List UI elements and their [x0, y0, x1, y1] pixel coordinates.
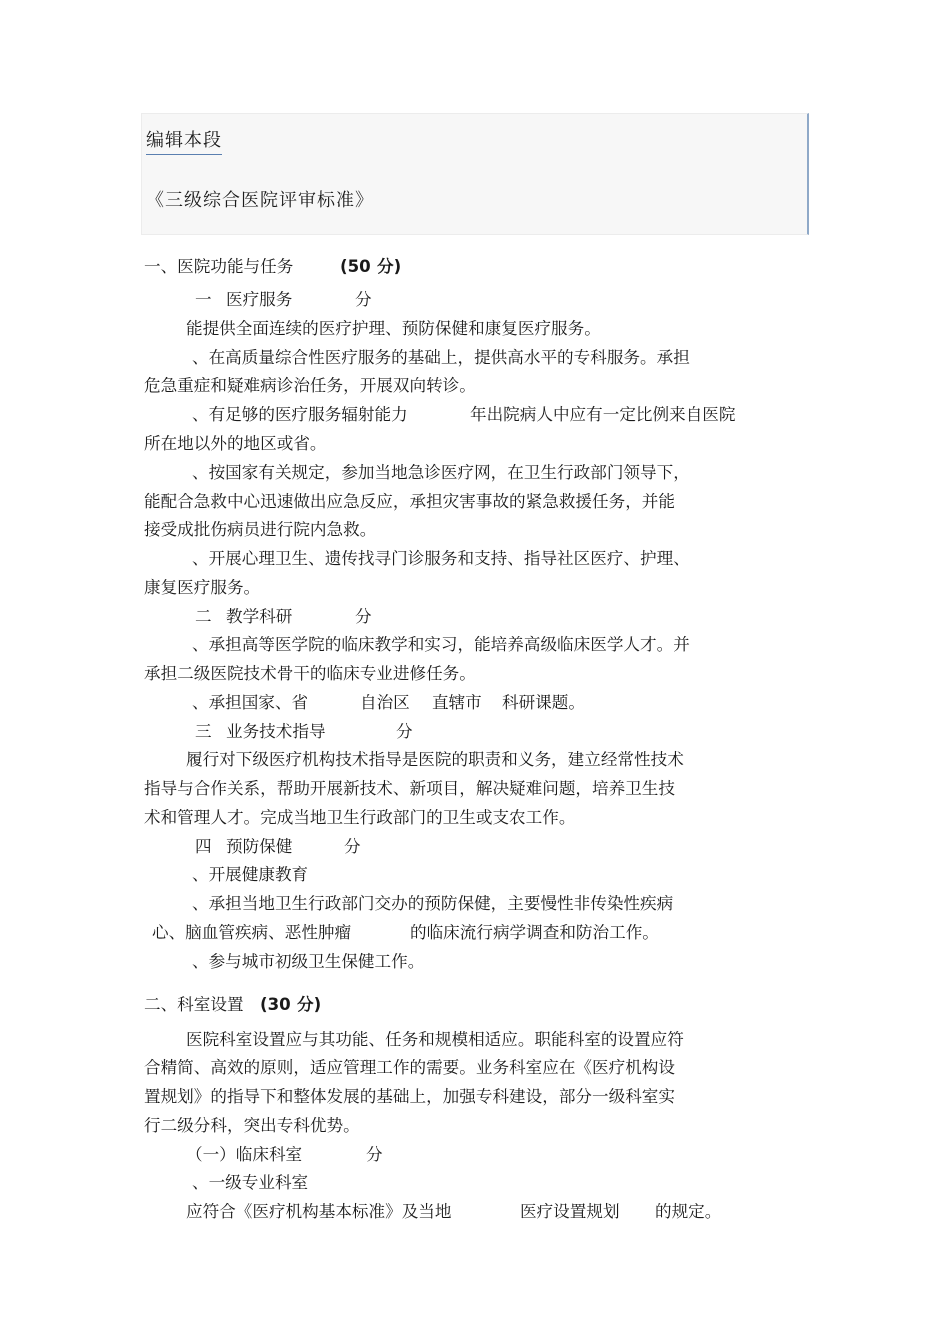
text-line-sub4-b: 预防保健 — [226, 837, 293, 856]
text-line-p3b: 年出院病人中应有一定比例来自医院 — [470, 405, 736, 424]
text-line-p10c: 的临床流行病学调查和防治工作。 — [410, 923, 659, 942]
text-line-sub1-b: 医疗服务 — [226, 290, 293, 309]
text-line-p5a: 、开展心理卫生、遗传找寻门诊服务和支持、指导社区医疗、护理、 — [192, 549, 690, 568]
text-line-p6a: 、承担高等医学院的临床教学和实习，能培养高级临床医学人才。并 — [192, 635, 690, 654]
text-line-p4a: 、按国家有关规定，参加当地急诊医疗网，在卫生行政部门领导下， — [192, 463, 690, 482]
text-line-sub3-b: 业务技术指导 — [226, 722, 326, 741]
text-line-sub2-b: 教学科研 — [226, 607, 293, 626]
text-line-p12c: 置规划》的指导下和整体发展的基础上，加强专科建设，部分一级科室实 — [144, 1087, 675, 1106]
text-line-p13: 、一级专业科室 — [192, 1173, 309, 1192]
text-line-sub5-a: （一）临床科室 — [186, 1145, 303, 1164]
text-line-sub2-a: 二 — [195, 607, 212, 626]
text-line-p12d: 行二级分科，突出专科优势。 — [144, 1116, 360, 1135]
text-line-p1: 能提供全面连续的医疗护理、预防保健和康复医疗服务。 — [186, 319, 601, 338]
text-line-p9: 、开展健康教育 — [192, 865, 309, 884]
text-line-p8c: 术和管理人才。完成当地卫生行政部门的卫生或支农工作。 — [144, 808, 576, 827]
text-line-p4b: 能配合急救中心迅速做出应急反应，承担灾害事故的紧急救援任务，并能 — [144, 492, 675, 511]
text-line-p7a: 、承担国家、省 — [192, 693, 309, 712]
text-line-p7c: 直辖市 — [432, 693, 482, 712]
text-line-s1-post: 分) — [377, 257, 402, 276]
text-line-p6b: 承担二级医院技术骨干的临床专业进修任务。 — [144, 664, 476, 683]
text-line-p14b: 医疗设置规划 — [520, 1202, 620, 1221]
text-line-sub3-a: 三 — [195, 722, 212, 741]
text-line-sub4-c: 分 — [344, 837, 361, 856]
text-line-p8a: 履行对下级医疗机构技术指导是医院的职责和义务，建立经常性技术 — [186, 750, 684, 769]
text-line-p14c: 的规定。 — [655, 1202, 722, 1221]
text-line-p3c: 所在地以外的地区或省。 — [144, 434, 327, 453]
text-line-p3a: 、有足够的医疗服务辐射能力 — [192, 405, 408, 424]
text-line-p8b: 指导与合作关系，帮助开展新技术、新项目，解决疑难问题，培养卫生技 — [144, 779, 675, 798]
text-line-sub3-c: 分 — [396, 722, 413, 741]
text-line-s1-pre: 一、医院功能与任务 — [144, 257, 294, 276]
text-line-s2-post: 分) — [297, 995, 322, 1014]
text-line-p4c: 接受成批伤病员进行院内急救。 — [144, 520, 377, 539]
text-line-p12a: 医院科室设置应与其功能、任务和规模相适应。职能科室的设置应符 — [186, 1030, 684, 1049]
text-line-sub5-b: 分 — [366, 1145, 383, 1164]
book-title: 《三级综合医院评审标准》 — [146, 190, 374, 211]
header-box — [141, 113, 809, 235]
text-line-p12b: 合精简、高效的原则，适应管理工作的需要。业务科室应在《医疗机构设 — [144, 1058, 675, 1077]
text-line-p10b: 心、脑血管疾病、恶性肿瘤 — [152, 923, 352, 942]
text-line-p2b: 危急重症和疑难病诊治任务，开展双向转诊。 — [144, 376, 476, 395]
text-line-s2-pre: 二、科室设置 — [144, 995, 244, 1014]
text-line-p7d: 科研课题。 — [502, 693, 585, 712]
text-line-p5b: 康复医疗服务。 — [144, 578, 261, 597]
text-line-p14a: 应符合《医疗机构基本标准》及当地 — [186, 1202, 452, 1221]
text-line-p7b: 自治区 — [360, 693, 410, 712]
text-line-p10a: 、承担当地卫生行政部门交办的预防保健，主要慢性非传染性疾病 — [192, 894, 674, 913]
text-line-sub2-c: 分 — [355, 607, 372, 626]
text-line-sub1-c: 分 — [355, 290, 372, 309]
text-line-s1-score: (50 — [340, 257, 371, 276]
text-line-p2a: 、在高质量综合性医疗服务的基础上，提供高水平的专科服务。承担 — [192, 348, 690, 367]
text-line-s2-score: (30 — [260, 995, 291, 1014]
edit-section-link[interactable]: 编辑本段 — [146, 126, 222, 155]
text-line-sub4-a: 四 — [195, 837, 212, 856]
text-line-sub1-a: 一 — [195, 290, 212, 309]
text-line-p11: 、参与城市初级卫生保健工作。 — [192, 952, 425, 971]
